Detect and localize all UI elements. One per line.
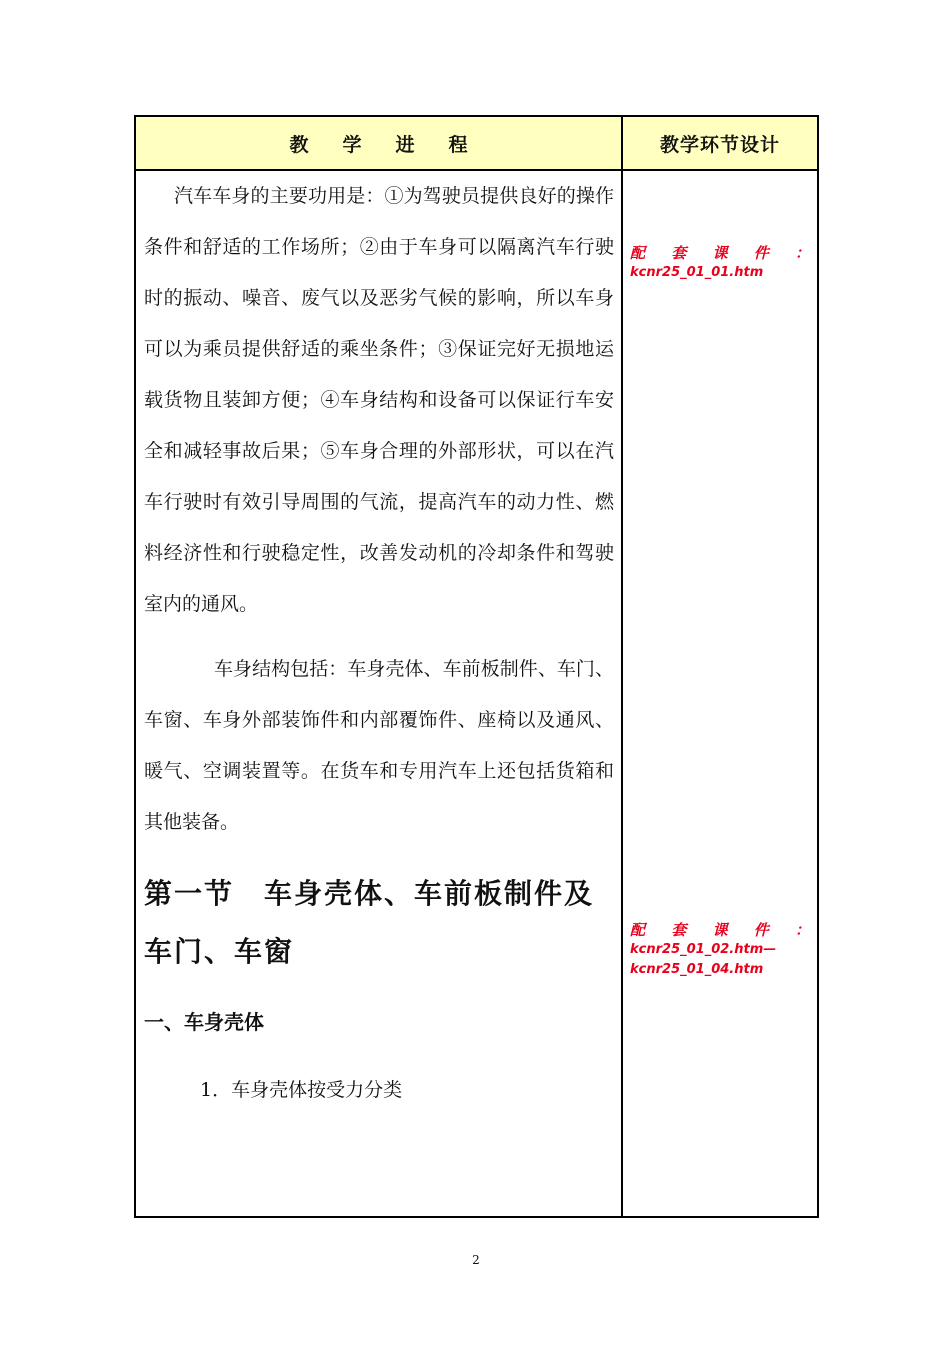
- paragraph-functions: 汽车车身的主要功用是：①为驾驶员提供良好的操作条件和舒适的工作场所；②由于车身可以隔离汽车行驶时的振动、噪音、废气以及恶劣气候的影响，所以车身可以为乘员提供舒适的乘坐条件；③保证完好无损地运载货物且装卸方便；④车身结构和设备可以保证行车安全和减轻事故后果；⑤车身合理的外部形状，可以在汽车行驶时有效引导周围的气流，提高汽车的动力性、燃料经济性和行驶稳定性，改善发动机的冷却条件和驾驶室内的通风。: [144, 185, 614, 615]
- note-label-char: 配: [630, 921, 646, 939]
- note-label-char: 课: [712, 921, 728, 939]
- note-label-char: 配: [630, 244, 646, 262]
- courseware-link[interactable]: kcnr25_01_02.htm—: [630, 942, 777, 957]
- courseware-link[interactable]: kcnr25_01_04.htm: [630, 962, 764, 977]
- note-label-char: 套: [671, 244, 687, 262]
- column-divider: [621, 117, 623, 1216]
- lesson-table: [134, 115, 819, 1218]
- note-label-char: 件: [753, 921, 769, 939]
- note-label-char: 件: [753, 244, 769, 262]
- subsection-title: 一、车身壳体: [144, 1010, 264, 1034]
- courseware-note-1: [630, 243, 810, 283]
- note-label: [630, 920, 810, 940]
- table-header: [136, 117, 817, 171]
- note-label: [630, 243, 810, 263]
- paragraph-structure: 车身结构包括：车身壳体、车前板制件、车门、车窗、车身外部装饰件和内部覆饰件、座椅以及通风、暖气、空调装置等。在货车和专用汽车上还包括货箱和其他装备。: [144, 658, 614, 833]
- header-design: 教学环节设计: [659, 133, 780, 156]
- teaching-content: [144, 171, 614, 1105]
- list-item: 1．车身壳体按受力分类: [200, 1079, 403, 1101]
- note-label-char: ：: [794, 921, 810, 939]
- note-label-char: 课: [712, 244, 728, 262]
- note-label-char: ：: [794, 244, 810, 262]
- courseware-note-2: [630, 920, 810, 980]
- note-label-char: 套: [671, 921, 687, 939]
- page-number: 2: [472, 1253, 480, 1267]
- courseware-link[interactable]: kcnr25_01_01.htm: [630, 265, 764, 280]
- section-title: 第一节 车身壳体、车前板制件及车门、车窗: [144, 877, 595, 968]
- header-teaching-process: 教学进程: [289, 133, 502, 156]
